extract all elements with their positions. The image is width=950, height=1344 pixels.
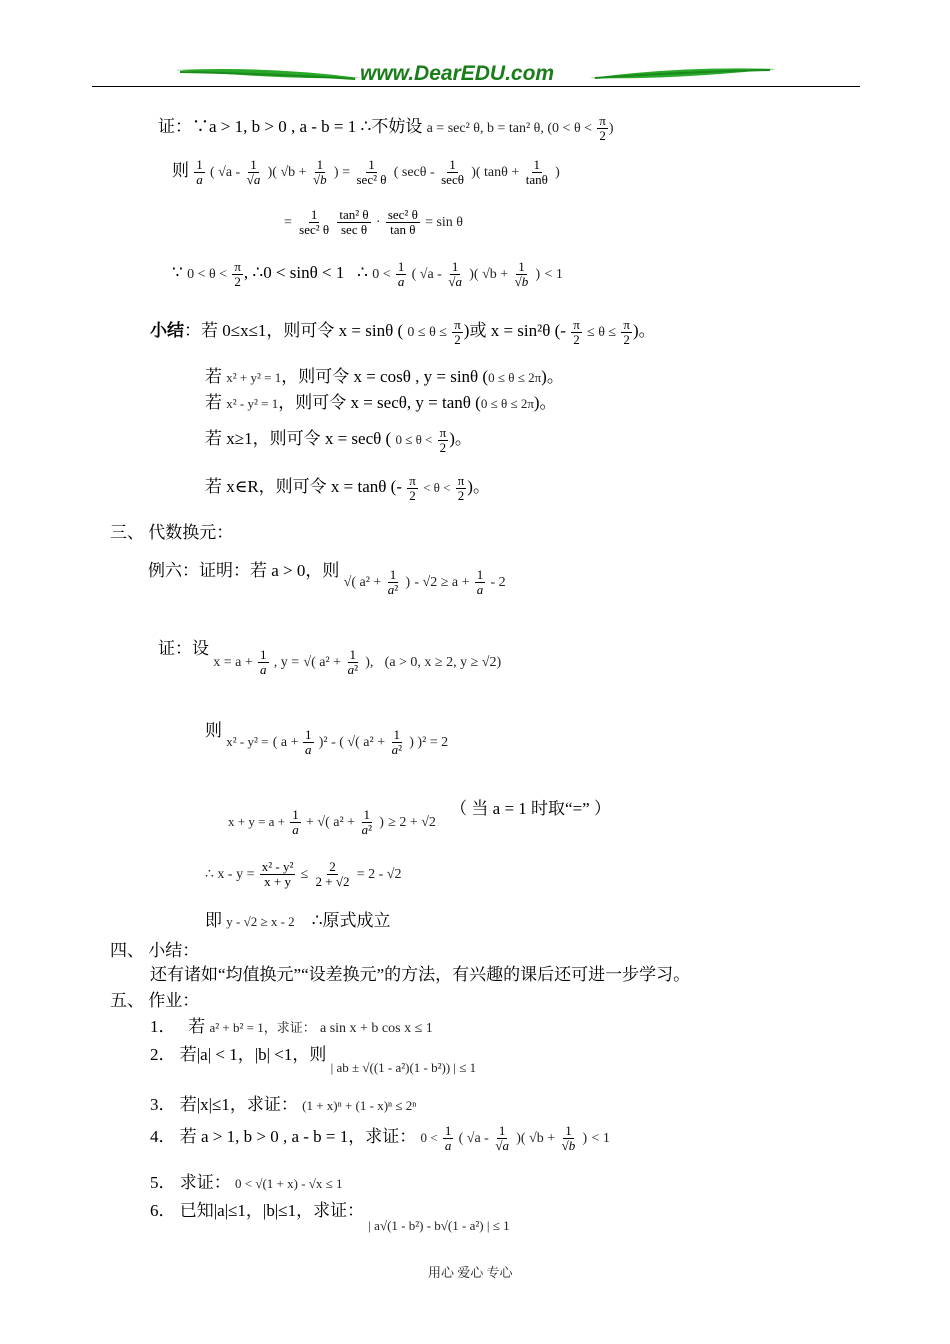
if-text: 若 — [205, 367, 222, 386]
frac-1-over-a2: $\frac{1}{\text{a²}}$ — [391, 726, 402, 757]
frac-1-over-a: $\frac{1}{a}$ — [305, 726, 312, 757]
section4-heading: 四、 小结： — [110, 941, 200, 960]
expr-part: )( √b + — [267, 165, 311, 180]
item-num: 3． — [150, 1095, 176, 1114]
summary-line5-end: )。 — [467, 477, 490, 496]
summary-line1-b: )或 x = sin²θ (- — [463, 321, 566, 340]
item-text: 若 a > 1, b > 0 , a - b = 1，求证： — [179, 1127, 417, 1146]
item-text: 若|x|≤1，求证： — [179, 1095, 298, 1114]
frac-diff — [260, 860, 296, 888]
item-math: 0 < √(1 + x) - √x ≤ 1 — [235, 1176, 343, 1191]
because-symbol: ∵ — [172, 263, 183, 283]
expr-part: )( tanθ + — [471, 165, 523, 180]
frac-1-over-a2: $\frac{1}{\text{a²}}$ — [347, 646, 358, 677]
expr-part: ) )² — [409, 735, 430, 750]
homework-item-3 — [150, 1090, 416, 1115]
therefore-symbol: ∴ — [357, 263, 368, 283]
proof-condition: (a > 0, x ≥ 2, y ≥ √2) — [384, 655, 502, 670]
item-text: 若 — [188, 1017, 206, 1036]
item-text: 若|a| < 1，|b| <1，则 — [179, 1045, 327, 1064]
summary-line2-b: ，则可令 x = cosθ , y = sinθ ( — [281, 367, 489, 386]
paren: ) — [608, 121, 614, 136]
summary-label: 小结 — [150, 321, 184, 340]
frac-1-over-a-b: $\frac{1}{a}$ — [397, 259, 405, 289]
expr-part: ) — [555, 165, 560, 180]
example6 — [148, 556, 506, 597]
proof1-line2-expr: ( √a - — [210, 165, 244, 180]
if-text: 若 — [205, 393, 222, 412]
homework-item-1 — [150, 1012, 433, 1037]
summary-line1-c: )。 — [632, 321, 656, 340]
frac-1-over-sqrt-b: $\frac{1}{√b}$ — [561, 1122, 576, 1153]
expr-part: ≤ θ ≤ — [587, 325, 617, 340]
homework-item-4 — [150, 1122, 610, 1152]
proof1-line4-end: < 1 — [544, 267, 563, 283]
header-rule — [92, 86, 860, 87]
frac-sec2-over-tan: $\frac{\text{sec² θ}}{\text{tan θ}}$ — [387, 207, 418, 237]
then-eq: = 2 — [429, 735, 449, 750]
summary-line2-c: )。 — [541, 367, 564, 386]
example6-rhs2: - 2 — [490, 575, 506, 590]
item-math2: a sin x + b cos x ≤ 1 — [319, 1021, 433, 1036]
frac-pi-2: $\frac{\pi}{2}$ — [623, 316, 630, 347]
summary-line2 — [205, 362, 564, 387]
section3-sum — [228, 794, 611, 837]
frac-1-over-a2: $\frac{1}{\text{a²}}$ — [361, 806, 372, 837]
proof1-line4 — [172, 260, 563, 288]
proof-set-x: x = a + — [213, 655, 253, 670]
diff-den2: 2 + √2 — [315, 873, 350, 889]
expr-part: ( √a - — [458, 1131, 493, 1146]
frac-pi-over-2b: $\frac{\pi}{2}$ — [234, 259, 241, 289]
proof1-line1 — [158, 112, 614, 142]
expr-part: ), — [365, 655, 381, 670]
expr-part: √( a² + — [303, 655, 345, 670]
item-text: 已知|a|≤1，|b|≤1，求证： — [179, 1201, 365, 1220]
frac-1-over-sec2: $\frac{1}{\text{sec² θ}}$ — [356, 156, 387, 187]
summary-line2-math2: 0 ≤ θ ≤ 2π — [488, 370, 542, 385]
item-math: | ab ± √((1 - a²)(1 - b²)) | ≤ 1 — [330, 1060, 477, 1075]
proof1-then: 则 — [172, 161, 189, 180]
item-math: a² + b² = 1，求证： — [209, 1020, 316, 1035]
diff-num2: 2 — [329, 859, 336, 874]
frac-pi-2: $\frac{\pi}{2}$ — [457, 472, 465, 503]
expr-part: √( a² + — [343, 575, 385, 590]
diff-num: x² - y² — [261, 859, 294, 874]
proof-prefix: 证：设 — [158, 639, 209, 658]
summary-line3 — [205, 388, 557, 413]
item-num: 1． — [150, 1017, 176, 1036]
section5-heading: 五、 作业： — [110, 991, 200, 1010]
section3-diff — [205, 860, 402, 888]
then-text: 则 — [205, 721, 222, 740]
frac-1-over-sqrt-a: $\frac{1}{√a}$ — [246, 156, 261, 187]
equality-note: （ 当 a = 1 时取“=” ） — [450, 799, 611, 818]
frac-1-over-a: $\frac{1}{a}$ — [196, 156, 203, 187]
frac-pi-2: $\frac{\pi}{2}$ — [439, 424, 447, 455]
section4-text: 还有诸如“均值换元”“设差换元”的方法，有兴趣的课后还可进一步学习。 — [150, 965, 691, 984]
summary-line3-math2: 0 ≤ θ ≤ 2π — [480, 396, 534, 411]
diff-den: x + y — [264, 873, 291, 889]
summary-line5 — [205, 472, 490, 502]
expr-part: )( √b + — [516, 1131, 559, 1146]
expr-part: = — [284, 215, 292, 231]
proof1-line1-math: a = sec² θ, b = tan² θ, (0 < θ < — [426, 121, 593, 136]
proof-set-y: , y = — [273, 655, 300, 670]
summary-line1 — [150, 316, 656, 346]
frac-1-over-sec2b: $\frac{1}{\text{sec² θ}}$ — [299, 207, 330, 237]
expr-part: 0 ≤ θ ≤ — [407, 325, 447, 340]
proof1-line4-mid: ∴0 < sinθ < 1 — [252, 263, 345, 283]
diff-le: ≤ — [300, 867, 309, 883]
frac-pi-2: $\frac{\pi}{2}$ — [573, 316, 580, 347]
sum-ge: ≥ 2 + √2 — [388, 815, 436, 830]
then-math: x² - y² = — [226, 734, 269, 749]
expr-part: ) — [379, 815, 384, 830]
ie-prefix: 即 — [205, 911, 222, 930]
sum-math: x + y = a + — [228, 814, 286, 829]
ie-end: ∴原式成立 — [311, 911, 391, 930]
proof1-line3-eq: = sin θ — [425, 215, 464, 231]
summary-line4-text: 若 x≥1，则可令 x = secθ ( — [205, 429, 392, 448]
frac-1-over-sqrt-b-b: $\frac{1}{√b}$ — [514, 259, 529, 289]
frac-1-over-a: $\frac{1}{a}$ — [476, 566, 484, 597]
expr-part: ( √a - — [411, 267, 446, 283]
item-num: 4． — [150, 1127, 176, 1146]
item-math: 0 < — [420, 1130, 438, 1145]
summary-line5-text: 若 x∈R，则可令 x = tanθ (- — [205, 477, 402, 496]
frac-1-over-sqrt-b: $\frac{1}{√b}$ — [313, 156, 327, 187]
item-num: 2． — [150, 1045, 176, 1064]
summary-line5-math: < θ < — [423, 480, 451, 495]
example6-rhs: - √2 ≥ a + — [414, 575, 470, 590]
frac-pi-2: $\frac{\pi}{2}$ — [409, 472, 416, 503]
summary-line2-math: x² + y² = 1 — [226, 370, 282, 385]
item-math: (1 + x)ⁿ + (1 - x)ⁿ ≤ 2ⁿ — [302, 1098, 417, 1113]
example6-text: 例六：证明：若 a > 0，则 — [148, 561, 340, 580]
expr-part: · — [375, 215, 381, 231]
item-math: | a√(1 - b²) - b√(1 - a²) | ≤ 1 — [368, 1218, 510, 1233]
proof1-line3 — [284, 208, 463, 236]
expr-part: ) = — [333, 165, 354, 180]
frac-pi-2: $\frac{\pi}{2}$ — [454, 316, 461, 347]
expr-part: )² - ( √( a² + — [318, 735, 389, 750]
frac-1-over-a: $\frac{1}{a}$ — [292, 806, 299, 837]
section3-ie — [205, 906, 391, 931]
proof1-line2 — [172, 156, 560, 186]
expr-part: ) — [535, 267, 541, 283]
logo-text: www.DearEDU.com — [360, 62, 555, 85]
item-math-end: < 1 — [591, 1131, 610, 1146]
expr-part: )( √b + — [469, 267, 512, 283]
frac-pi-over-2: $\frac{\pi}{2}$ — [599, 112, 606, 143]
summary-line4 — [205, 424, 472, 454]
frac-tan2-over-sec: $\frac{\text{tan² θ}}{\text{sec θ}}$ — [339, 207, 369, 237]
frac-diff2 — [314, 860, 352, 888]
ie-math: y - √2 ≥ x - 2 — [226, 914, 295, 929]
diff-prefix: ∴ x - y = — [205, 867, 255, 883]
homework-item-5 — [150, 1168, 343, 1193]
summary-line4-math: 0 ≤ θ < — [395, 432, 433, 447]
summary-line3-math: x² - y² = 1 — [226, 396, 279, 411]
expr-part: 0 < — [372, 267, 391, 283]
item-num: 5． — [150, 1173, 176, 1192]
frac-1-over-sqrt-a-b: $\frac{1}{√a}$ — [448, 259, 462, 289]
frac-1-over-sqrt-a: $\frac{1}{√a}$ — [495, 1122, 509, 1153]
frac-1-over-tan: $\frac{1}{\tan\theta}$ — [525, 156, 548, 187]
frac-1-over-a: $\frac{1}{a}$ — [444, 1122, 452, 1153]
frac-1-over-a2: $\frac{1}{\text{a²}}$ — [387, 566, 399, 597]
item-text: 求证： — [179, 1173, 231, 1192]
section3-heading: 三、 代数换元： — [110, 523, 234, 542]
expr-part: + √( a² + — [306, 815, 359, 830]
summary-line4-end: )。 — [449, 429, 472, 448]
summary-line1-text: ：若 0≤x≤1，则可令 x = sinθ ( — [184, 321, 404, 340]
summary-line3-b: ，则可令 x = secθ, y = tanθ ( — [278, 393, 481, 412]
frac-1-over-sec: $\frac{1}{\sec\theta}$ — [441, 156, 464, 187]
section3-then — [205, 716, 449, 757]
item-num: 6． — [150, 1201, 176, 1220]
page-footer: 用心 爱心 专心 — [428, 1265, 513, 1280]
diff-end: = 2 - √2 — [356, 867, 402, 883]
expr-part: ) — [582, 1131, 588, 1146]
comma: , — [243, 263, 249, 283]
frac-1-over-a: $\frac{1}{a}$ — [260, 646, 267, 677]
summary-line3-c: )。 — [533, 393, 557, 412]
expr-part: ( secθ - — [393, 165, 439, 180]
section3-proof-set — [158, 634, 502, 677]
expr-part: 0 < θ < — [187, 267, 228, 283]
proof1-line1-prefix: 证：∵a > 1, b > 0 , a - b = 1 ∴不妨设 — [158, 117, 423, 136]
expr-part: ) — [405, 575, 411, 590]
expr-part: ( a + — [272, 735, 302, 750]
